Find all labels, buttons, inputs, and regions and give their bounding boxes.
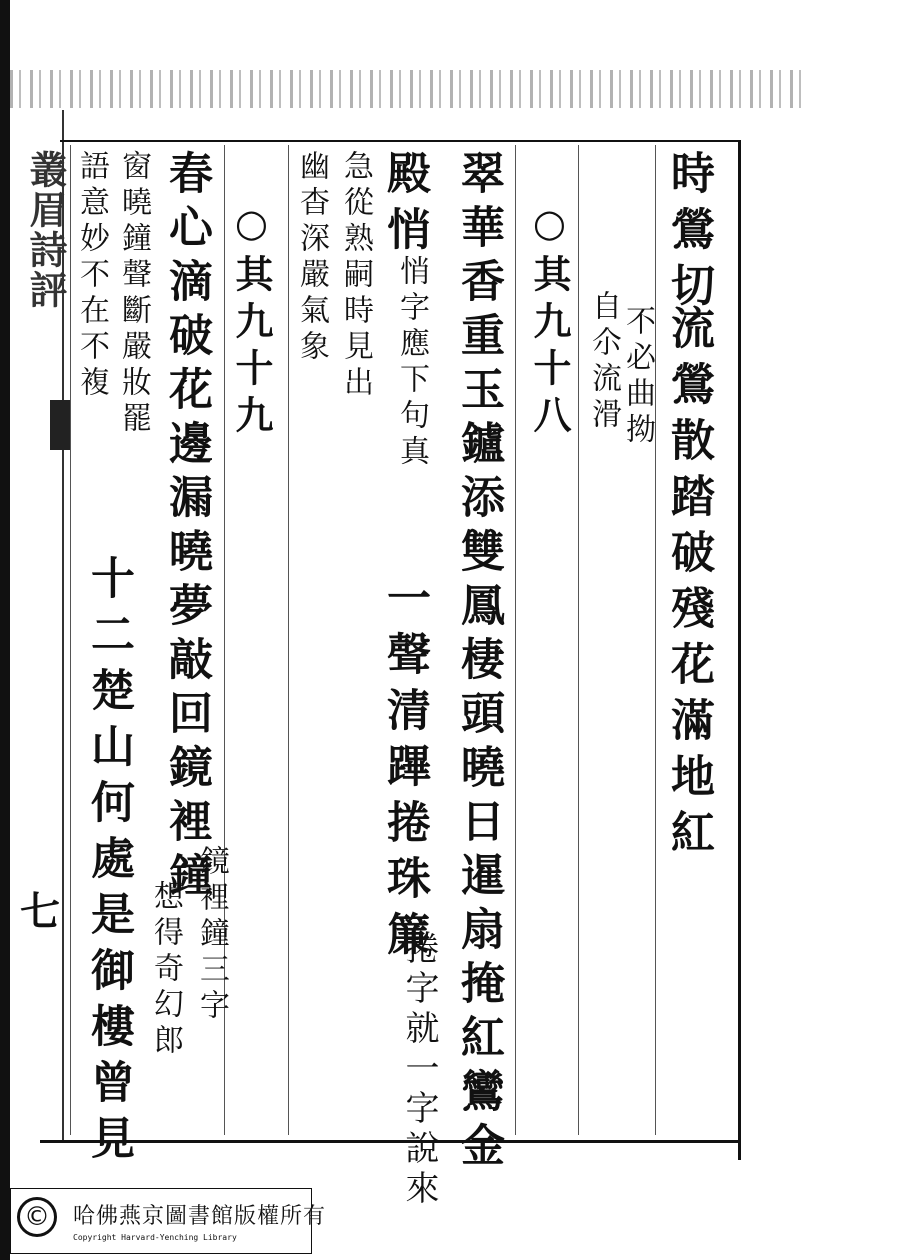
text-column-5: 翠華香重玉鑪添雙鳳棲頭曉日暹扇掩紅鸞金 (453, 150, 504, 1176)
annotation-column-3: 自尒流滑 (586, 290, 621, 434)
poem-number-98: ○其九十八 (527, 200, 572, 442)
binding-edge (0, 0, 10, 1260)
frame-bottom-rule (40, 1140, 740, 1143)
spine-title: 叢眉詩評 (23, 150, 68, 310)
annotation-column-10b: 想得奇幻郎 (148, 880, 183, 1060)
column-rule (515, 145, 516, 1135)
text-column-10: 春心滴破花邊漏曉夢敲回鏡裡鐘 (161, 150, 212, 906)
column-rule (578, 145, 579, 1135)
annotation-column-12: 語意妙不在不複 (74, 150, 109, 402)
copyright-english: Copyright Harvard-Yenching Library (73, 1233, 237, 1242)
poem-number-99: ○其九十九 (229, 200, 274, 442)
annotation-column-10a: 鏡裡鐘三字 (194, 845, 229, 1025)
frame-top-rule (60, 140, 740, 142)
column-rule (70, 145, 71, 1135)
annotation-column-2: 不必曲拗 (620, 305, 655, 449)
annotation-column-8: 幽杳深嚴氣象 (294, 150, 329, 366)
text-column-1-heading: 時鶯切 (663, 150, 714, 318)
annotation-column-6-tail: 捲字就一字說來 (399, 930, 439, 1210)
text-column-6-head: 殿悄 (379, 150, 430, 262)
text-column-1-body: 流鶯散踏破殘花滿地紅 (663, 305, 714, 865)
frame-right-rule (738, 140, 741, 1160)
copyright-icon: © (17, 1197, 57, 1237)
scan-noise-band (10, 70, 810, 108)
annotation-column-11: 窗曉鐘聲斷嚴妝罷 (116, 150, 151, 438)
copyright-stamp (10, 1188, 327, 1254)
column-rule (288, 145, 289, 1135)
spine-ink-mark (50, 400, 70, 450)
copyright-chinese: 哈佛燕京圖書館版權所有 (73, 1204, 327, 1229)
annotation-column-7: 急從熟嗣時見出 (338, 150, 373, 402)
page-marker: 七 (20, 888, 60, 935)
text-column-11: 十二楚山何處是御樓曾見 (83, 555, 134, 1171)
text-column-6-body: 一聲清蹕捲珠簾 (379, 575, 430, 967)
column-rule (655, 145, 656, 1135)
annotation-column-6: 悄字應下句真 (394, 255, 429, 471)
